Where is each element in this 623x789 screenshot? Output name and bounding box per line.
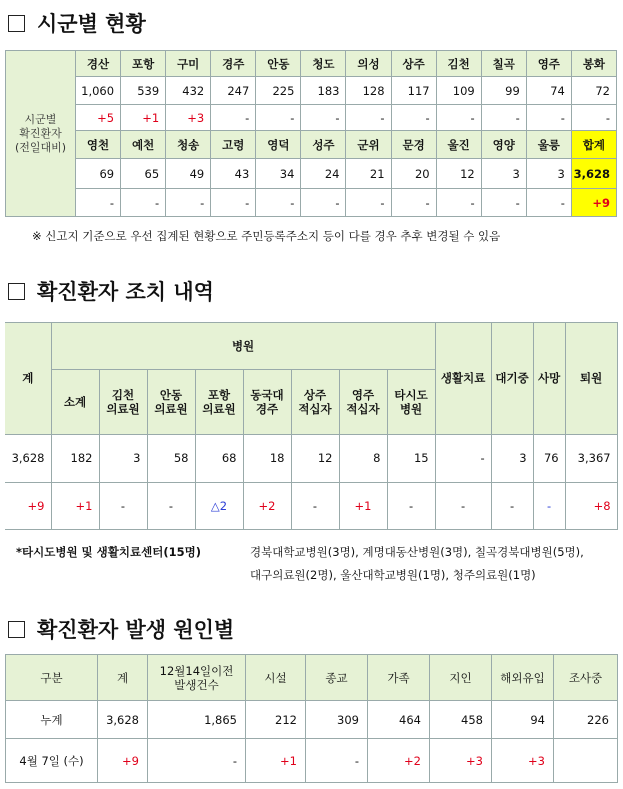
cause-today-cell: -: [148, 739, 246, 783]
hospital-subheader-cell: 김천 의료원: [99, 369, 147, 434]
measure-value-cell: 182: [51, 434, 99, 483]
measure-change-cell: +1: [51, 483, 99, 530]
region-change-cell: -: [436, 189, 481, 217]
region-change-cell: -: [76, 189, 121, 217]
region-change-cell: -: [571, 105, 616, 131]
region-value-cell: 99: [481, 77, 526, 105]
region-side-label-line: (전일대비): [14, 140, 67, 154]
measure-change-cell: -: [147, 483, 195, 530]
header-death: 사망: [533, 323, 565, 435]
header-total: 계: [5, 323, 51, 435]
region-change-cell: -: [526, 189, 571, 217]
region-header-cell: 경산: [76, 51, 121, 77]
measure-value-cell: -: [435, 434, 491, 483]
header-hospital: 병원: [51, 323, 435, 370]
cause-today-cell: 4월 7일 (수): [6, 739, 98, 783]
region-header-cell: 합계: [571, 131, 616, 159]
cause-cumulative-cell: 212: [246, 701, 306, 739]
measure-value-cell: 58: [147, 434, 195, 483]
region-value-cell: 3,628: [571, 159, 616, 189]
cause-header-cell: 해외유입: [492, 655, 554, 701]
region-header-cell: 김천: [436, 51, 481, 77]
region-header-cell: 성주: [301, 131, 346, 159]
cause-header-cell: 종교: [306, 655, 368, 701]
hospital-subheader-cell: 포항 의료원: [195, 369, 243, 434]
region-side-label-line: 시군별: [24, 112, 57, 126]
cause-header-cell: 구분: [6, 655, 98, 701]
region-header-cell: 예천: [121, 131, 166, 159]
checkbox-square-icon: [8, 621, 25, 638]
region-header-cell: 봉화: [571, 51, 616, 77]
region-header-cell: 울진: [436, 131, 481, 159]
cause-table: [5, 654, 618, 783]
cause-today-cell: [554, 739, 618, 783]
measure-change-cell: +8: [565, 483, 617, 530]
region-value-cell: 247: [211, 77, 256, 105]
measure-change-cell: -: [387, 483, 435, 530]
cause-cumulative-cell: 226: [554, 701, 618, 739]
region-value-cell: 12: [436, 159, 481, 189]
measure-change-cell: -: [533, 483, 565, 530]
region-change-cell: +1: [121, 105, 166, 131]
measure-value-cell: 3,628: [5, 434, 51, 483]
measure-value-cell: 3: [491, 434, 533, 483]
region-header-cell: 경주: [211, 51, 256, 77]
cause-header-cell: 계: [98, 655, 148, 701]
cause-cumulative-cell: 309: [306, 701, 368, 739]
measure-change-cell: +2: [243, 483, 291, 530]
cause-today-cell: +3: [492, 739, 554, 783]
region-value-cell: 225: [256, 77, 301, 105]
hospital-subheader-cell: 안동 의료원: [147, 369, 195, 434]
region-change-cell: -: [391, 105, 436, 131]
measure-change-cell: -: [291, 483, 339, 530]
region-change-cell: -: [391, 189, 436, 217]
section-title-by-cause: 확진환자 발생 원인별: [8, 614, 234, 644]
region-header-cell: 칠곡: [481, 51, 526, 77]
cause-cumulative-cell: 누계: [6, 701, 98, 739]
region-header-cell: 영덕: [256, 131, 301, 159]
measure-change-cell: +1: [339, 483, 387, 530]
region-side-label: [6, 51, 76, 217]
note-other-hospitals-line2: 대구의료원(2명), 울산대학교병원(1명), 청주의료원(1명): [250, 568, 536, 582]
header-discharge: 퇴원: [565, 323, 617, 435]
note-other-hospitals-label: *타시도병원 및 생활치료센터(15명): [16, 545, 201, 559]
header-life-treatment: 생활치료: [435, 323, 491, 435]
section-title-by-region: 시군별 현황: [8, 8, 146, 38]
region-value-cell: 539: [121, 77, 166, 105]
region-change-cell: -: [256, 105, 301, 131]
region-value-cell: 3: [481, 159, 526, 189]
region-value-cell: 117: [391, 77, 436, 105]
cause-header-cell: 가족: [368, 655, 430, 701]
region-change-cell: -: [346, 105, 391, 131]
region-value-cell: 21: [346, 159, 391, 189]
region-change-cell: +5: [76, 105, 121, 131]
region-value-cell: 183: [301, 77, 346, 105]
region-change-cell: -: [481, 105, 526, 131]
region-value-cell: 69: [76, 159, 121, 189]
region-value-cell: 109: [436, 77, 481, 105]
section-title-measures: 확진환자 조치 내역: [8, 276, 214, 306]
region-value-cell: 72: [571, 77, 616, 105]
region-header-cell: 고령: [211, 131, 256, 159]
hospital-subheader-cell: 상주 적십자: [291, 369, 339, 434]
measure-change-cell: -: [491, 483, 533, 530]
region-header-cell: 영주: [526, 51, 571, 77]
region-value-cell: 24: [301, 159, 346, 189]
region-value-cell: 49: [166, 159, 211, 189]
region-change-cell: +3: [166, 105, 211, 131]
cause-header-cell: 12월14일이전 발생건수: [148, 655, 246, 701]
region-change-cell: -: [211, 105, 256, 131]
region-change-cell: -: [346, 189, 391, 217]
measure-value-cell: 76: [533, 434, 565, 483]
hospital-subheader-cell: 소계: [51, 369, 99, 434]
hospital-subheader-cell: 영주 적십자: [339, 369, 387, 434]
region-change-cell: -: [526, 105, 571, 131]
region-change-cell: -: [481, 189, 526, 217]
region-header-cell: 울릉: [526, 131, 571, 159]
region-value-cell: 20: [391, 159, 436, 189]
region-side-label-line: 확진환자: [19, 126, 62, 140]
region-header-cell: 구미: [166, 51, 211, 77]
region-change-cell: -: [256, 189, 301, 217]
checkbox-square-icon: [8, 283, 25, 300]
region-value-cell: 3: [526, 159, 571, 189]
region-header-cell: 청도: [301, 51, 346, 77]
region-value-cell: 128: [346, 77, 391, 105]
region-change-cell: -: [301, 189, 346, 217]
measure-change-cell: △2: [195, 483, 243, 530]
measure-change-cell: -: [435, 483, 491, 530]
cause-today-cell: +9: [98, 739, 148, 783]
note-other-hospitals-line1: 경북대학교병원(3명), 계명대동산병원(3명), 칠곡경북대병원(5명),: [250, 545, 584, 559]
cause-cumulative-cell: 3,628: [98, 701, 148, 739]
region-value-cell: 34: [256, 159, 301, 189]
region-header-cell: 의성: [346, 51, 391, 77]
cause-today-cell: +1: [246, 739, 306, 783]
region-value-cell: 1,060: [76, 77, 121, 105]
region-header-cell: 문경: [391, 131, 436, 159]
cause-cumulative-cell: 464: [368, 701, 430, 739]
checkbox-square-icon: [8, 15, 25, 32]
measure-value-cell: 68: [195, 434, 243, 483]
measures-table: [5, 322, 618, 530]
cause-cumulative-cell: 94: [492, 701, 554, 739]
region-status-table: [5, 50, 617, 217]
region-header-cell: 포항: [121, 51, 166, 77]
cause-header-cell: 시설: [246, 655, 306, 701]
measure-change-cell: -: [99, 483, 147, 530]
region-change-cell: -: [166, 189, 211, 217]
region-value-cell: 65: [121, 159, 166, 189]
note-region: ※ 신고지 기준으로 우선 집계된 현황으로 주민등록주소지 등이 다를 경우 추후 변경될 수 있음: [32, 229, 501, 243]
measure-value-cell: 8: [339, 434, 387, 483]
region-change-cell: -: [121, 189, 166, 217]
region-change-cell: -: [301, 105, 346, 131]
cause-header-cell: 조사중: [554, 655, 618, 701]
measure-value-cell: 3: [99, 434, 147, 483]
region-value-cell: 432: [166, 77, 211, 105]
cause-cumulative-cell: 458: [430, 701, 492, 739]
measure-value-cell: 15: [387, 434, 435, 483]
cause-today-cell: +3: [430, 739, 492, 783]
hospital-subheader-cell: 동국대 경주: [243, 369, 291, 434]
measure-value-cell: 3,367: [565, 434, 617, 483]
cause-cumulative-cell: 1,865: [148, 701, 246, 739]
cause-today-cell: +2: [368, 739, 430, 783]
region-header-cell: 군위: [346, 131, 391, 159]
cause-today-cell: -: [306, 739, 368, 783]
region-header-cell: 상주: [391, 51, 436, 77]
region-change-cell: -: [436, 105, 481, 131]
measure-value-cell: 18: [243, 434, 291, 483]
hospital-subheader-cell: 타시도 병원: [387, 369, 435, 434]
region-header-cell: 영양: [481, 131, 526, 159]
cause-header-cell: 지인: [430, 655, 492, 701]
region-header-cell: 안동: [256, 51, 301, 77]
header-waiting: 대기중: [491, 323, 533, 435]
measure-value-cell: 12: [291, 434, 339, 483]
region-value-cell: 74: [526, 77, 571, 105]
measure-change-cell: +9: [5, 483, 51, 530]
region-header-cell: 영천: [76, 131, 121, 159]
region-header-cell: 청송: [166, 131, 211, 159]
region-value-cell: 43: [211, 159, 256, 189]
region-change-cell: -: [211, 189, 256, 217]
region-change-cell: +9: [571, 189, 616, 217]
